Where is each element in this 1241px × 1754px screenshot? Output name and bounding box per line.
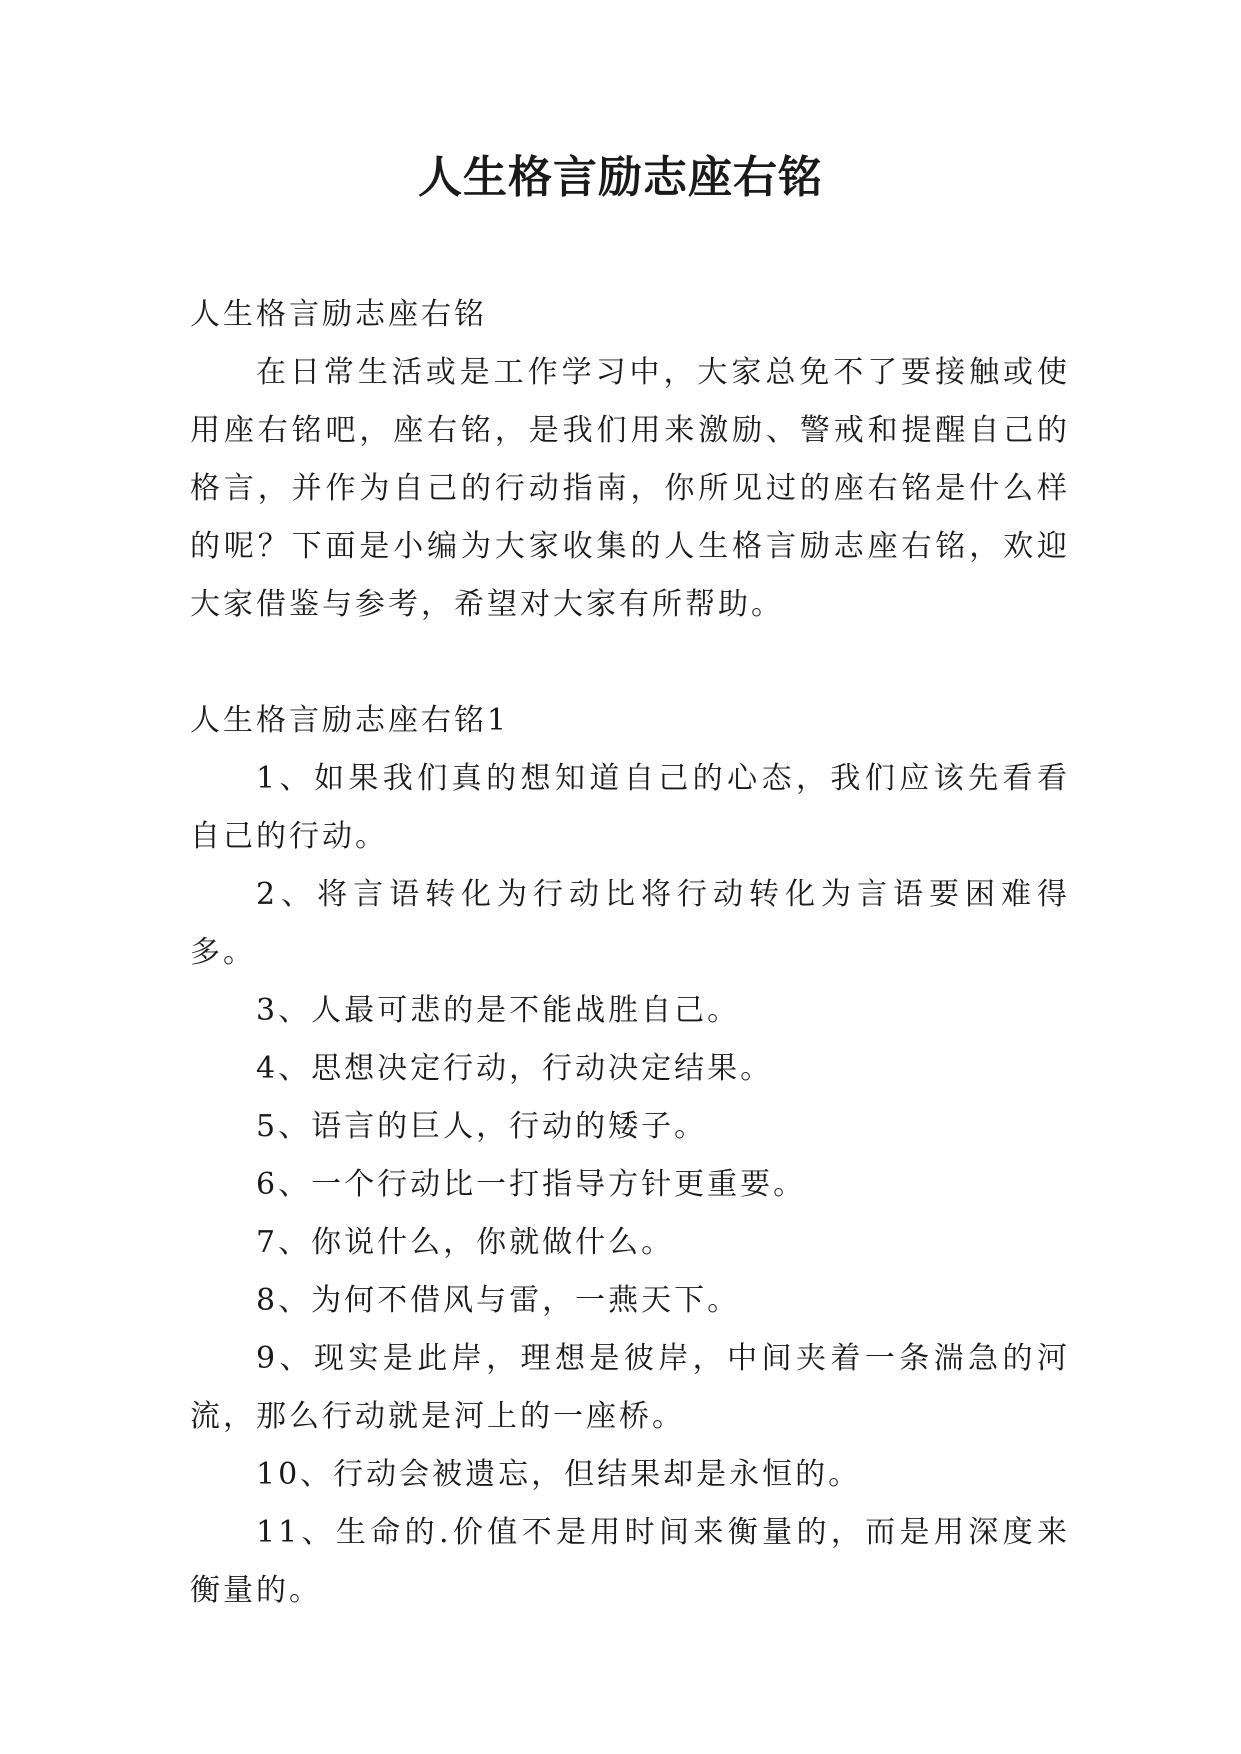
quote-item: 4、思想决定行动，行动决定结果。 <box>256 1051 774 1086</box>
quote-item: 2、将言语转化为行动比将行动转化为言语要困难得多。 <box>190 877 1070 970</box>
quote-item: 1、如果我们真的想知道自己的心态，我们应该先看看自己的行动。 <box>190 761 1070 854</box>
quote-item: 6、一个行动比一打指导方针更重要。 <box>256 1167 807 1202</box>
section-spacer <box>190 634 1070 692</box>
intro-heading: 人生格言励志座右铭 <box>190 297 487 332</box>
document-body <box>190 286 1070 1620</box>
quote-item: 5、语言的巨人，行动的矮子。 <box>256 1109 708 1144</box>
quote-item: 3、人最可悲的是不能战胜自己。 <box>256 993 741 1028</box>
intro-paragraph: 在日常生活或是工作学习中，大家总免不了要接触或使用座右铭吧，座右铭，是我们用来激励、警戒和提醒自己的格言，并作为自己的行动指南，你所见过的座右铭是什么样的呢？下面是小编为大家收集的人生格言励志座右铭，欢迎大家借鉴与参考，希望对大家有所帮助。 <box>190 355 1070 622</box>
quote-item: 11、生命的.价值不是用时间来衡量的，而是用深度来衡量的。 <box>190 1515 1070 1608</box>
section-heading: 人生格言励志座右铭1 <box>190 703 510 738</box>
quote-item: 10、行动会被遗忘，但结果却是永恒的。 <box>256 1457 862 1492</box>
quote-item: 7、你说什么，你就做什么。 <box>256 1225 675 1260</box>
quote-item: 8、为何不借风与雷，一燕天下。 <box>256 1283 741 1318</box>
quote-item: 9、现实是此岸，理想是彼岸，中间夹着一条湍急的河流，那么行动就是河上的一座桥。 <box>190 1341 1070 1434</box>
document-title: 人生格言励志座右铭 <box>418 152 823 203</box>
